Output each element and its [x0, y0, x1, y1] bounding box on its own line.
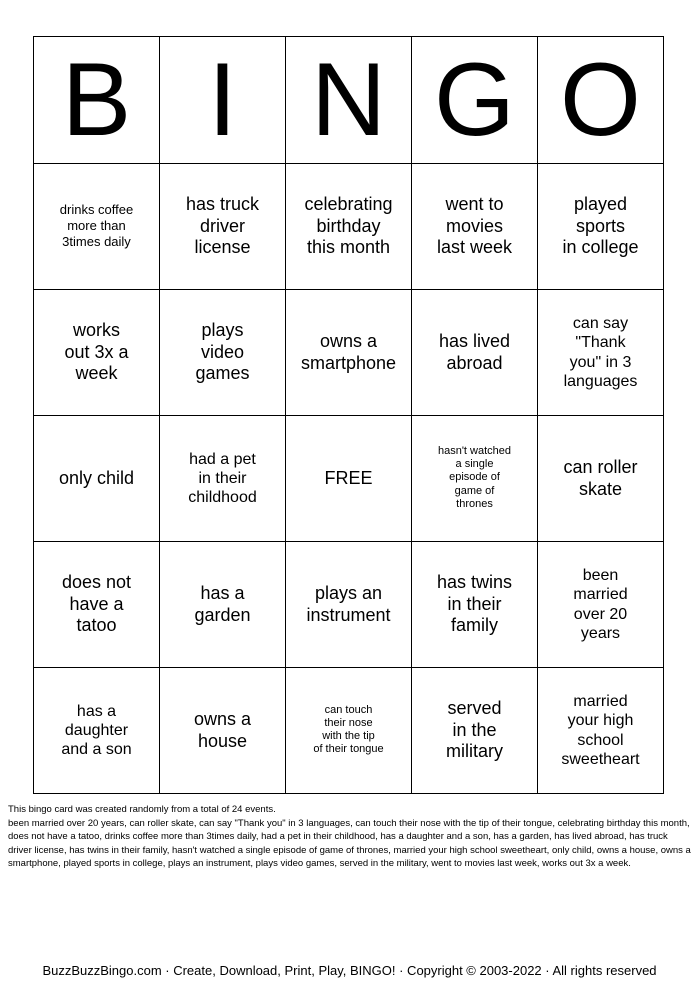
- bingo-cell-text: does not have a tatoo: [61, 572, 132, 636]
- bingo-cell-text: played sports in college: [562, 194, 639, 258]
- bingo-cell: [34, 542, 160, 668]
- bingo-cell: [538, 290, 664, 416]
- bingo-cell-text: has twins in their family: [436, 572, 513, 636]
- bingo-cell: [160, 290, 286, 416]
- bingo-cell-text: has a garden: [194, 582, 251, 625]
- bingo-cell-text: plays video games: [195, 320, 250, 384]
- footer-copyright: BuzzBuzzBingo.com · Create, Download, Print, Play, BINGO! · Copyright © 2003-2022 · All rights reserved: [42, 963, 657, 978]
- bingo-cell: [538, 542, 664, 668]
- header-letter-i: I: [160, 37, 286, 164]
- bingo-cell-text: celebrating birthday this month: [304, 194, 393, 258]
- bingo-cell: [286, 290, 412, 416]
- header-letter-n: N: [286, 37, 412, 164]
- bingo-cell: [412, 416, 538, 542]
- bingo-cell: [160, 668, 286, 794]
- bingo-cell: [286, 164, 412, 290]
- bingo-cell: [538, 416, 664, 542]
- bingo-cell-text: has a daughter and a son: [61, 702, 132, 759]
- bingo-cell-text: can say "Thank you" in 3 languages: [563, 315, 638, 390]
- card-description: [8, 803, 692, 871]
- bingo-cell: [286, 668, 412, 794]
- header-letter-o: O: [538, 37, 664, 164]
- bingo-cell-text: hasn't watched a single episode of game of thrones: [437, 445, 512, 510]
- bingo-cell: [160, 542, 286, 668]
- bingo-cell: [286, 542, 412, 668]
- bingo-cell: [34, 416, 160, 542]
- bingo-cell-text: can touch their nose with the tip of their tongue: [313, 703, 384, 756]
- bingo-cell-text: married your high school sweetheart: [561, 693, 640, 768]
- bingo-row: [34, 290, 664, 416]
- free-space-cell: [286, 416, 412, 542]
- bingo-row: [34, 416, 664, 542]
- bingo-cell-text: went to movies last week: [436, 194, 513, 258]
- bingo-card: [33, 36, 664, 794]
- bingo-row: [34, 542, 664, 668]
- bingo-cell: [34, 164, 160, 290]
- bingo-cell-text: can roller skate: [563, 456, 638, 499]
- bingo-cell: [34, 668, 160, 794]
- bingo-cell: [412, 290, 538, 416]
- description-events: been married over 20 years, can roller skate, can say "Thank you" in 3 languages, can touch their nose with the tip of their tongue, celebrating birthday this month, does not have a tatoo, drinks coffee more than 3times daily, had a pet in their childhood, has a daughter and a son, has a garden, has lived abroad, has truck driver license, has twins in their family, hasn't watched a single episode of game of thrones, married your high school sweetheart, only child, owns a house, owns a smartphone, played sports in college, plays an instrument, plays video games, served in the military, went to movies last week, works out 3x a week.: [8, 817, 691, 870]
- bingo-cell-text: had a pet in their childhood: [188, 450, 257, 507]
- bingo-cell-text: has lived abroad: [438, 330, 511, 373]
- bingo-cell-text: has truck driver license: [185, 194, 260, 258]
- bingo-row: [34, 668, 664, 794]
- bingo-cell: [538, 164, 664, 290]
- header-letter-b: B: [34, 37, 160, 164]
- description-intro: This bingo card was created randomly from a total of 24 events.: [8, 804, 276, 815]
- bingo-header-row: [34, 37, 664, 164]
- bingo-cell-text: plays an instrument: [306, 582, 391, 625]
- bingo-cell: [412, 668, 538, 794]
- bingo-cell-text: drinks coffee more than 3times daily: [59, 202, 134, 249]
- bingo-cell-text: owns a smartphone: [300, 330, 397, 373]
- bingo-cell-text: only child: [58, 467, 135, 488]
- bingo-cell: [34, 290, 160, 416]
- bingo-cell: [538, 668, 664, 794]
- bingo-cell-text: served in the military: [446, 698, 503, 762]
- bingo-cell: [160, 164, 286, 290]
- bingo-cell: [412, 164, 538, 290]
- bingo-cell-text: FREE: [324, 467, 373, 488]
- bingo-cell-text: works out 3x a week: [64, 320, 129, 384]
- bingo-cell: [412, 542, 538, 668]
- bingo-row: [34, 164, 664, 290]
- bingo-cell: [160, 416, 286, 542]
- bingo-cell-text: been married over 20 years: [573, 567, 628, 642]
- bingo-grid: [34, 164, 664, 794]
- bingo-cell-text: owns a house: [193, 708, 252, 751]
- header-letter-g: G: [412, 37, 538, 164]
